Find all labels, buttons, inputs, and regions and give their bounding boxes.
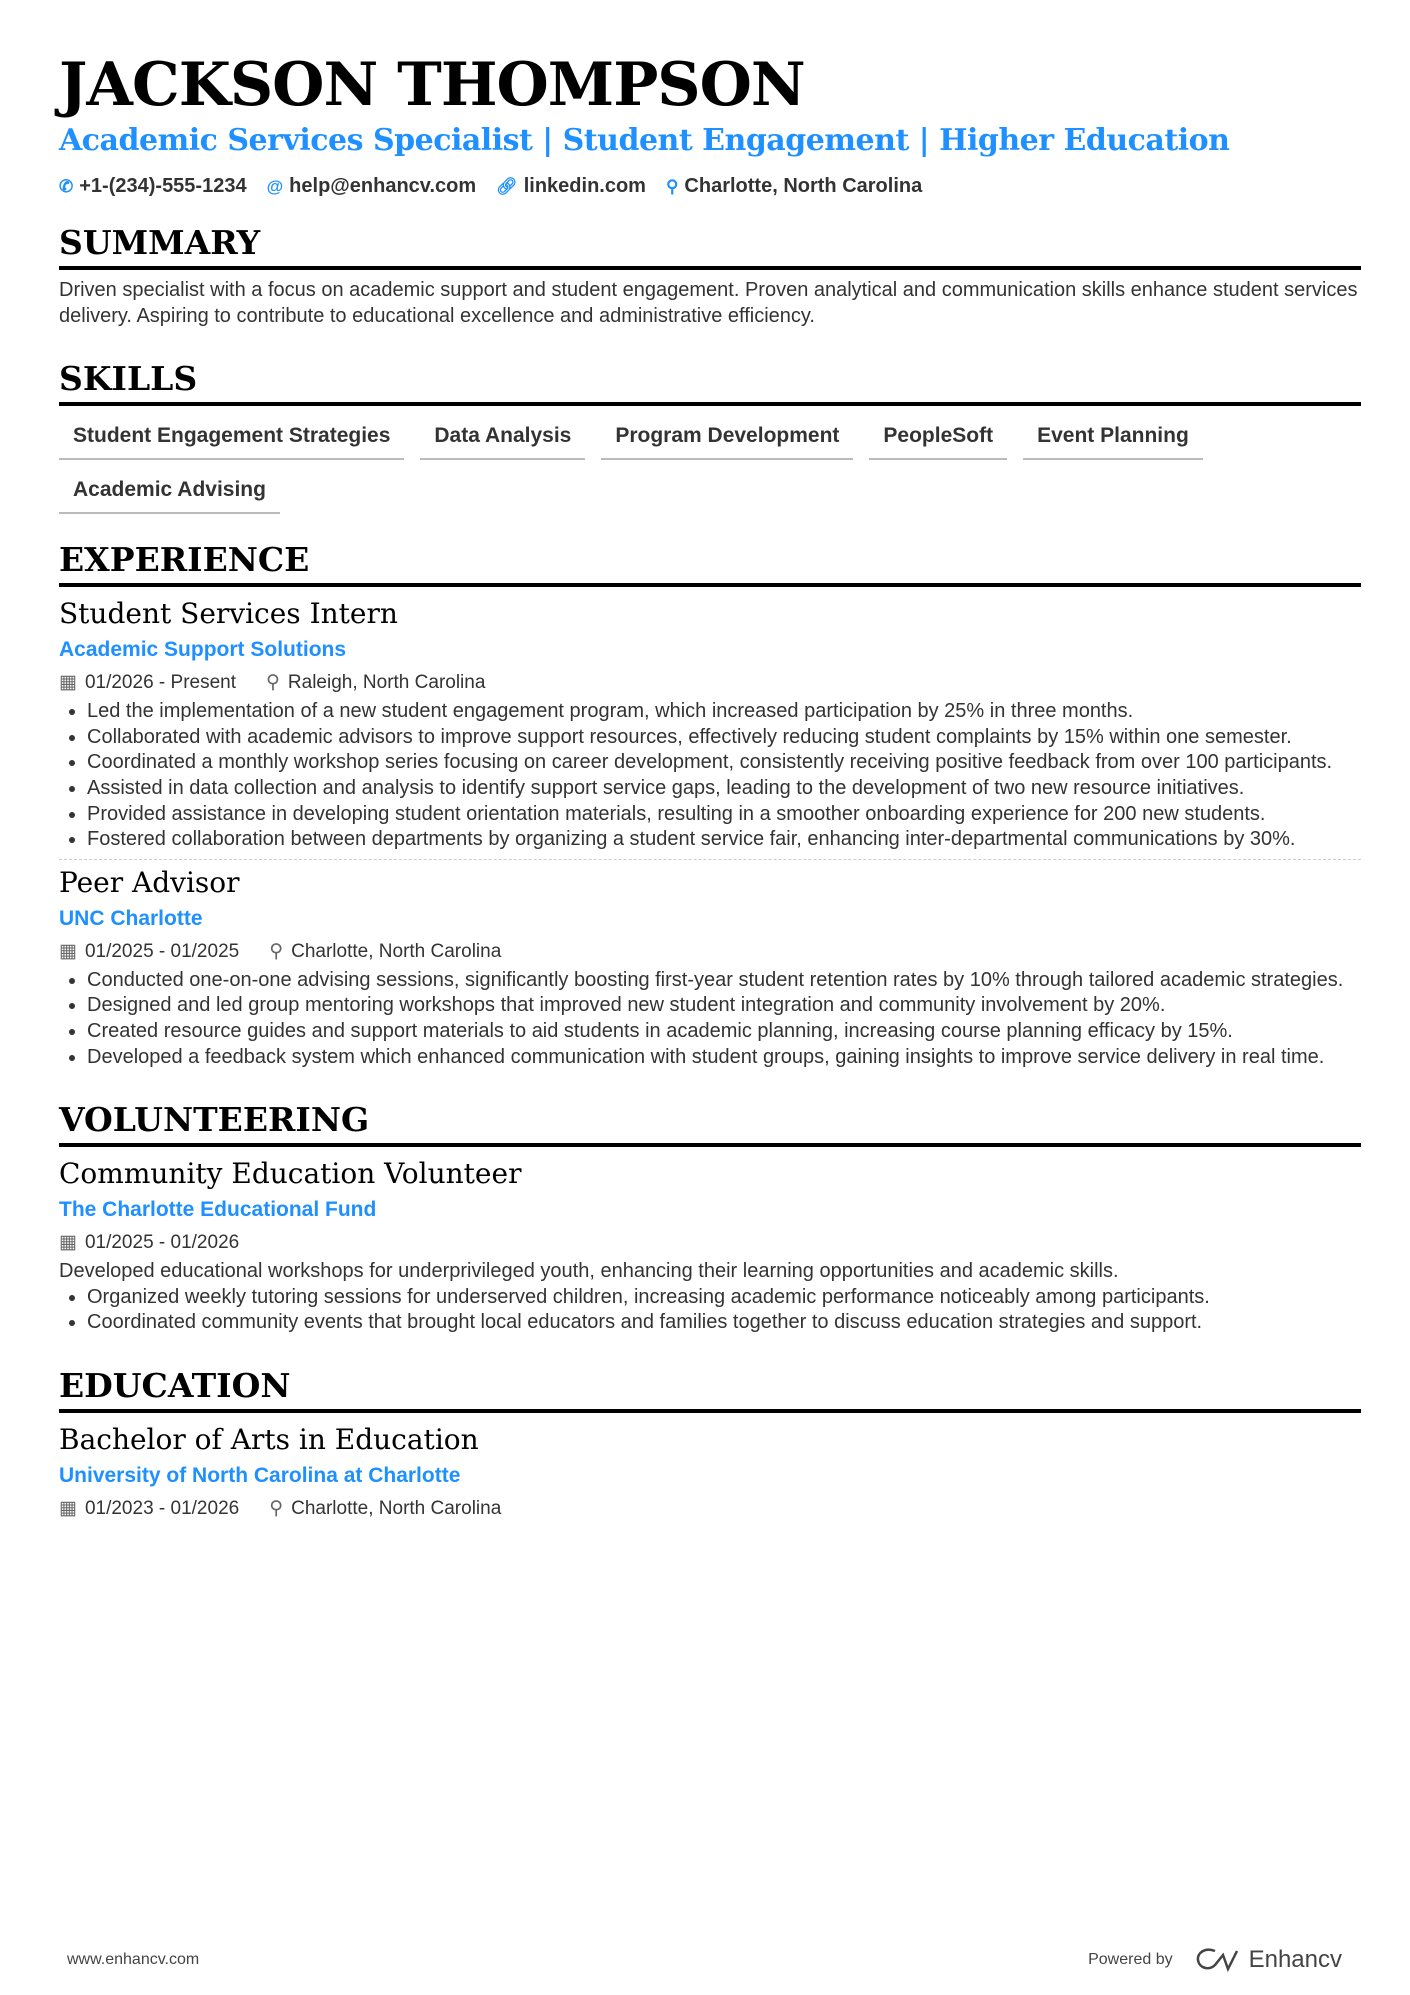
- degree: Bachelor of Arts in Education: [59, 1422, 479, 1456]
- calendar-icon: ▦: [59, 1497, 77, 1519]
- bullet: • Developed a feedback system which enhanced communication with student groups, gaining insights to improve service delivery in real time.: [87, 1045, 1361, 1071]
- skill-tag: Event Planning: [1023, 420, 1203, 460]
- dates: 01/2025 - 01/2026: [84, 1232, 240, 1254]
- dates: 01/2026 - Present: [84, 672, 236, 694]
- bullet: • Fostered collaboration between departments by organizing a student service fair, enhancing inter-departmental communications by 30%.: [87, 827, 1361, 853]
- organization: The Charlotte Educational Fund: [59, 1198, 377, 1222]
- skills-section: [59, 359, 1361, 514]
- skill-tag: Academic Advising: [59, 474, 280, 514]
- footer-website[interactable]: www.enhancv.com: [67, 1951, 200, 1968]
- job-title: Peer Advisor: [59, 865, 240, 899]
- dates: 01/2025 - 01/2025: [84, 940, 240, 962]
- location-icon: ⚲: [269, 1497, 284, 1519]
- brand-name: Enhancv: [1248, 1946, 1342, 1973]
- skill-tag: Student Engagement Strategies: [59, 420, 404, 460]
- company: UNC Charlotte: [59, 906, 203, 930]
- link-icon: 🔗︎: [496, 177, 518, 196]
- section-heading: VOLUNTEERING: [59, 1100, 1361, 1147]
- school-location: Charlotte, North Carolina: [291, 1497, 502, 1519]
- bullet: • Assisted in data collection and analysis to identify support service gaps, leading to the development of two new resource initiatives.: [87, 776, 1361, 802]
- email[interactable]: help@enhancv.com: [289, 175, 477, 197]
- bullet: • Coordinated a monthly workshop series focusing on career development, consistently receiving positive feedback from over 100 participants.: [87, 750, 1361, 776]
- at-icon: @: [266, 177, 284, 196]
- location-icon: ⚲: [269, 940, 284, 962]
- job-title: Student Services Intern: [59, 597, 398, 631]
- job-location: Charlotte, North Carolina: [291, 940, 502, 962]
- calendar-icon: ▦: [59, 940, 77, 962]
- section-heading: EXPERIENCE: [59, 540, 1361, 587]
- skill-tag: PeopleSoft: [869, 420, 1007, 460]
- summary-section: [59, 223, 1361, 329]
- linkedin[interactable]: linkedin.com: [523, 175, 646, 197]
- section-heading: EDUCATION: [59, 1366, 1361, 1413]
- section-heading: SUMMARY: [59, 223, 1361, 270]
- skill-tag: Data Analysis: [420, 420, 585, 460]
- volunteer-title: Community Education Volunteer: [59, 1157, 522, 1191]
- resume: [59, 48, 1361, 1525]
- skill-tag: Program Development: [601, 420, 853, 460]
- experience-section: [59, 540, 1361, 1070]
- bullet: • Conducted one-on-one advising sessions, significantly boosting first-year student retention rates by 10% through tailored academic strategies.: [87, 968, 1361, 994]
- enhancv-logo[interactable]: [1195, 1946, 1342, 1974]
- candidate-name: JACKSON THOMPSON: [59, 50, 805, 120]
- bullet: • Created resource guides and support materials to aid students in academic planning, increasing course planning efficacy by 15%.: [87, 1019, 1361, 1045]
- dates: 01/2023 - 01/2026: [84, 1497, 240, 1519]
- phone-icon: ✆: [59, 177, 74, 196]
- location-icon: ⚲: [665, 177, 679, 196]
- bullet: • Collaborated with academic advisors to improve support resources, effectively reducing student complaints by 15% within one semester.: [87, 725, 1361, 751]
- location-icon: ⚲: [266, 672, 280, 694]
- enhancv-logo-icon: [1195, 1947, 1241, 1973]
- volunteering-section: [59, 1100, 1361, 1336]
- volunteer-description: Developed educational workshops for underprivileged youth, enhancing their learning opportunities and academic skills.: [59, 1260, 1119, 1283]
- phone: +1-(234)-555-1234: [79, 175, 247, 197]
- divider: [59, 859, 1361, 860]
- candidate-title: Academic Services Specialist | Student Engagement | Higher Education: [59, 123, 1230, 158]
- job-location: Raleigh, North Carolina: [287, 672, 486, 694]
- footer: [67, 1946, 1342, 1974]
- school: University of North Carolina at Charlotte: [59, 1463, 461, 1487]
- company: Academic Support Solutions: [59, 638, 347, 662]
- summary-text: Driven specialist with a focus on academic support and student engagement. Proven analytical and communication skills enhance student services delivery. Aspiring to contribute to educational excellence and administrative efficiency.: [59, 279, 1358, 327]
- calendar-icon: ▦: [59, 1232, 77, 1254]
- location: Charlotte, North Carolina: [684, 175, 923, 197]
- job-entry: [59, 864, 1361, 1070]
- powered-by: Powered by: [1088, 1951, 1173, 1968]
- contact-row: [59, 172, 1361, 201]
- job-entry: [59, 595, 1361, 853]
- bullet: • Organized weekly tutoring sessions for underserved children, increasing academic performance noticeably among participants.: [87, 1285, 1361, 1311]
- bullet: • Designed and led group mentoring workshops that improved new student integration and community involvement by 20%.: [87, 993, 1361, 1019]
- calendar-icon: ▦: [59, 672, 77, 694]
- education-section: [59, 1366, 1361, 1525]
- bullet: • Coordinated community events that brought local educators and families together to discuss education strategies and support.: [87, 1310, 1361, 1336]
- bullet: • Led the implementation of a new student engagement program, which increased participation by 25% in three months.: [87, 699, 1361, 725]
- bullet: • Provided assistance in developing student orientation materials, resulting in a smoother onboarding experience for 200 new students.: [87, 802, 1361, 828]
- section-heading: SKILLS: [59, 359, 1361, 406]
